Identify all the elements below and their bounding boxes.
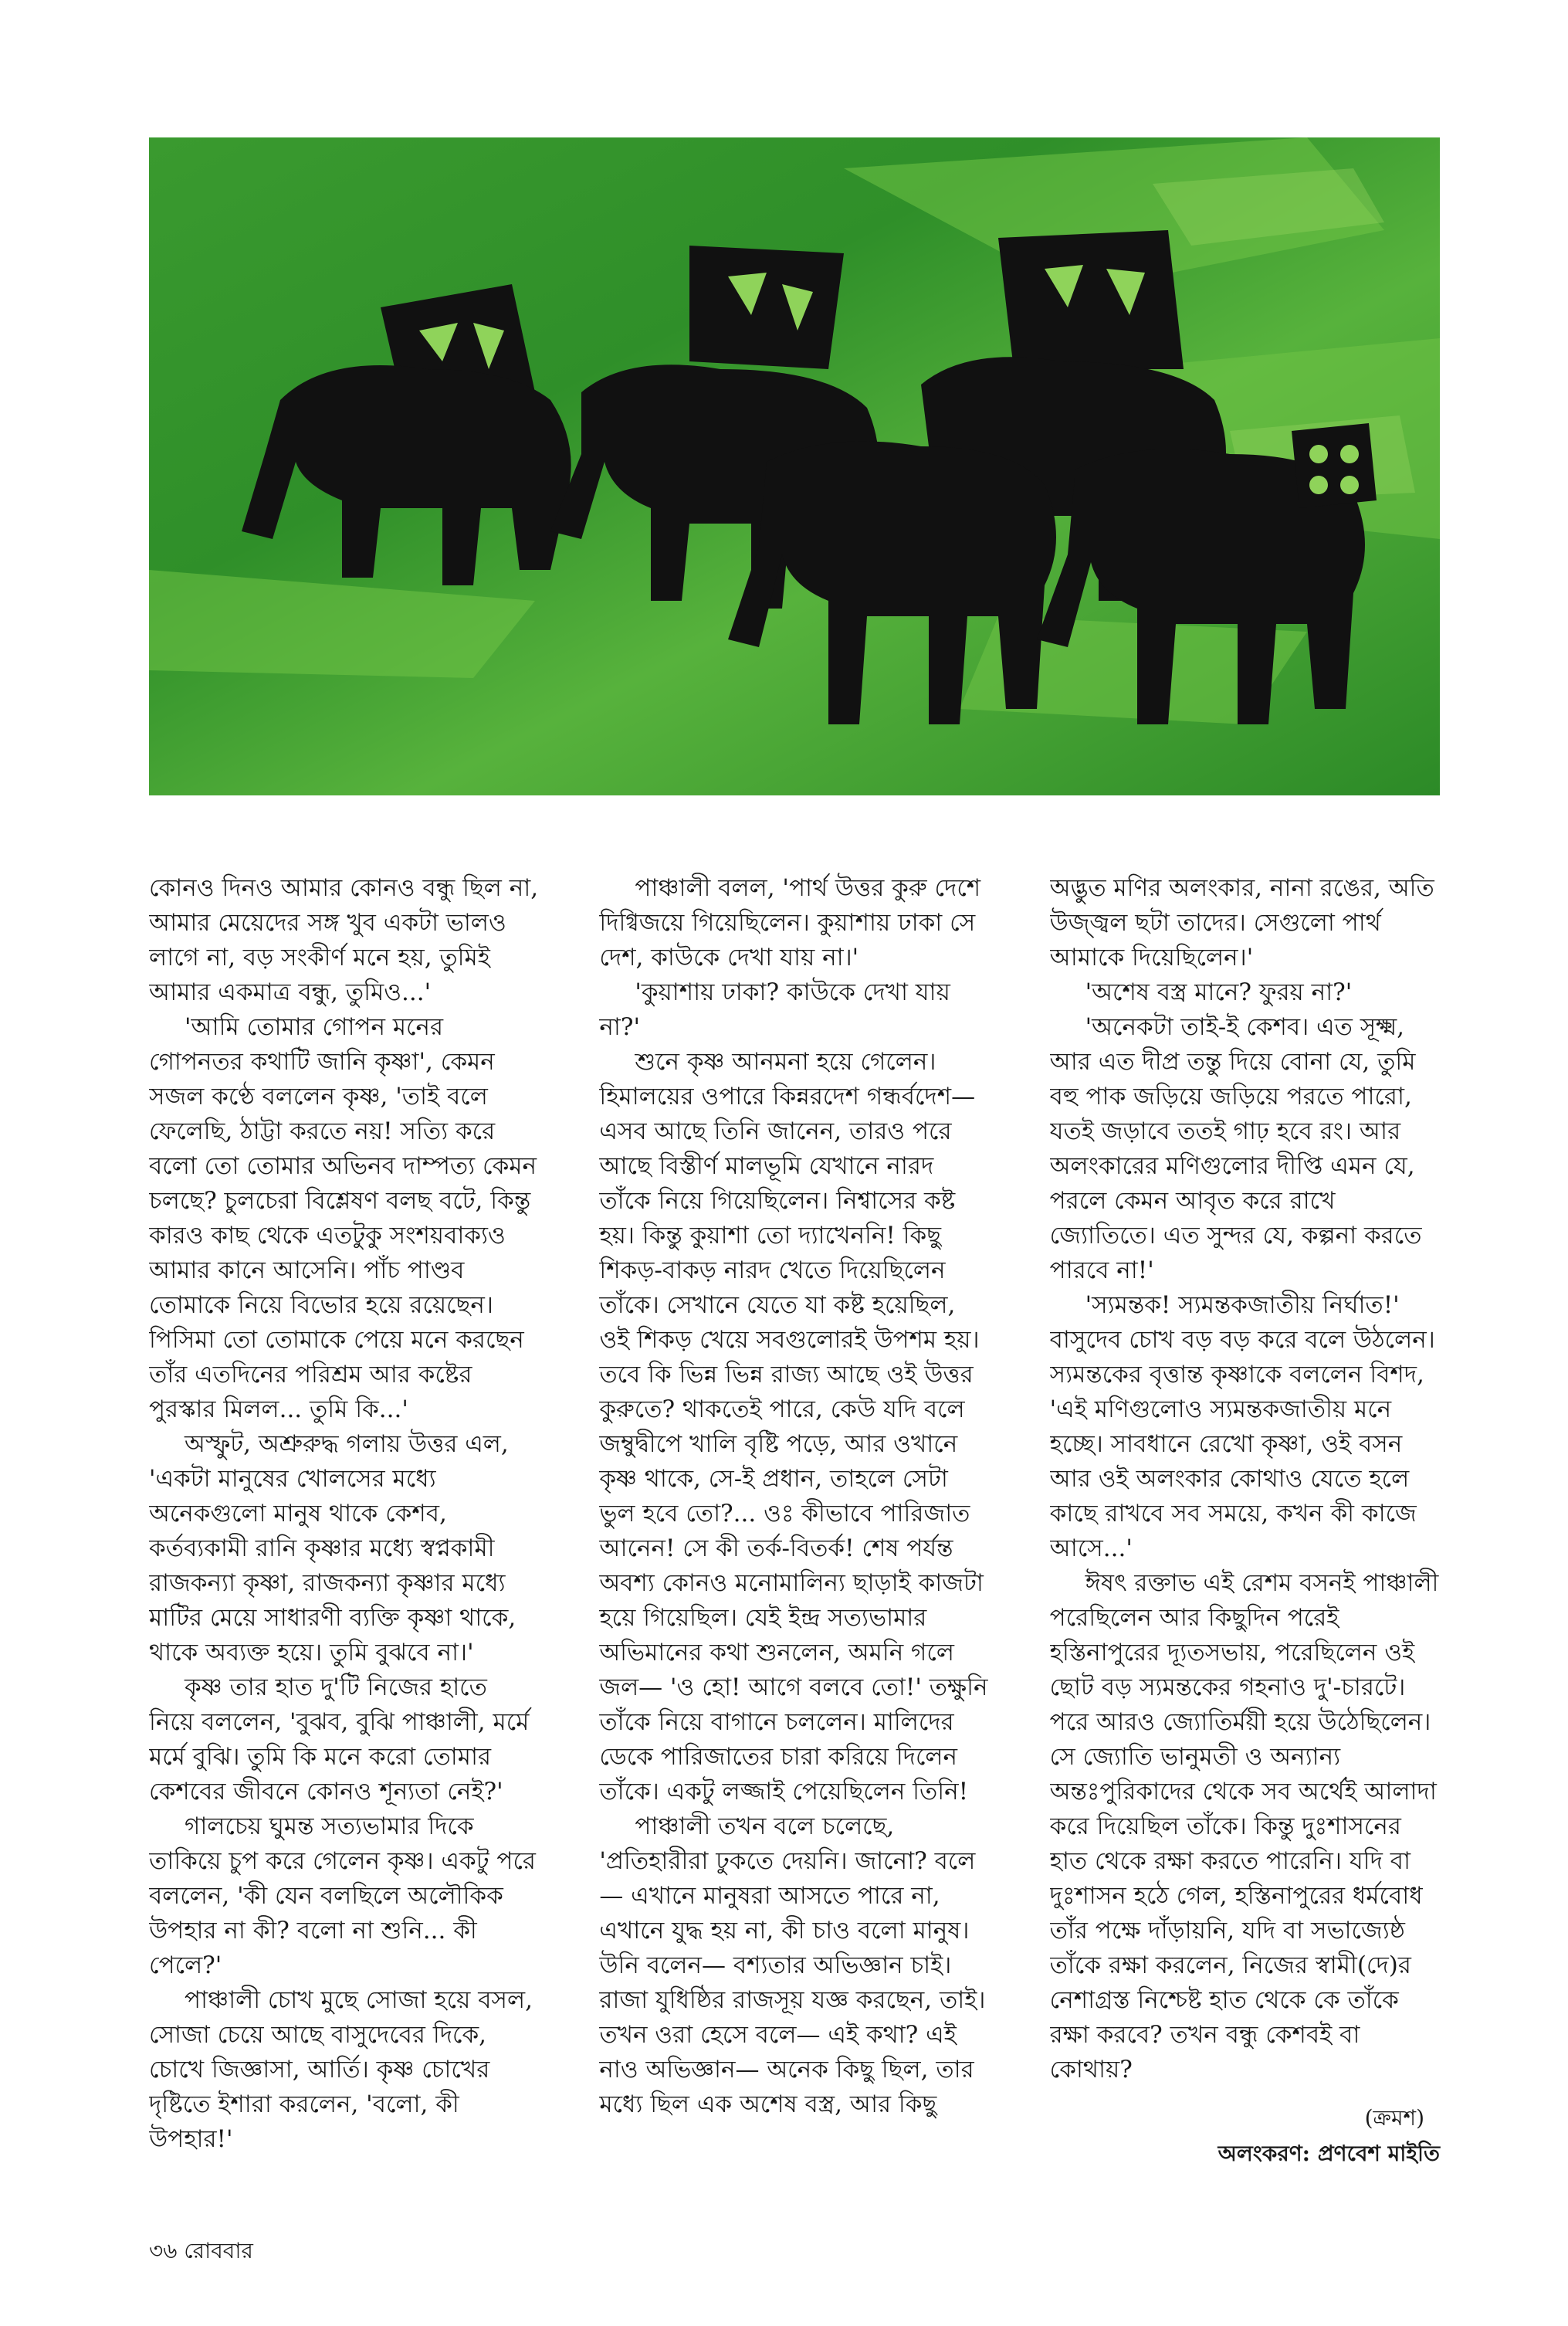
paragraph: পাঞ্চালী চোখ মুছে সোজা হয়ে বসল, সোজা চেয়ে আছে বাসুদেবের দিকে, চোখে জিজ্ঞাসা, আর্তি। কৃষ্ণ চোখের দৃষ্টিতে ইশারা করলেন, 'বলো, কী উপহার!' <box>149 1986 533 2153</box>
paragraph: কোনও দিনও আমার কোনও বন্ধু ছিল না, আমার মেয়েদের সঙ্গ খুব একটা ভালও লাগে না, বড় সংকীর্ণ মনে হয়, তুমিই আমার একমাত্র বন্ধু, তুমিও...' <box>149 874 539 1006</box>
elephant-illustration <box>149 137 1440 795</box>
paragraph: অদ্ভুত মণির অলংকার, নানা রঙের, অতি উজ্জ্বল ছটা তাদের। সেগুলো পার্থ আমাকে দিয়েছিলেন।' <box>1049 874 1434 971</box>
continued-label: (ক্রমশ) <box>1364 2105 1424 2131</box>
text-column-1 <box>149 871 539 2184</box>
paragraph: পাঞ্চালী তখন বলে চলেছে, 'প্রতিহারীরা ঢুকতে দেয়নি। জানো? বলে— এখানে মানুষরা আসতে পারে না, এখানে যুদ্ধ হয় না, কী চাও বলো মানুষ। উনি বলেন— বশ্যতার অভিজ্ঞান চাই। রাজা যুধিষ্ঠির রাজসূয় যজ্ঞ করছেন, তাই। তখন ওরা হেসে বলে— এই কথা? এই নাও অভিজ্ঞান— অনেক কিছু ছিল, তার মধ্যে ছিল এক অশেষ বস্ত্র, আর কিছু <box>599 1812 986 2118</box>
text-column-2 <box>599 871 989 2184</box>
elephant-silhouettes-image <box>149 137 1440 795</box>
paragraph: 'আমি তোমার গোপন মনের গোপনতর কথাটি জানি কৃষ্ণা', কেমন সজল কণ্ঠে বললেন কৃষ্ণ, 'তাই বলে ফেলেছি, ঠাট্টা করতে নয়! সত্যি করে বলো তো তোমার অভিনব দাম্পত্য কেমন চলছে? চুলচেরা বিশ্লেষণ বলছ বটে, কিন্তু কারও কাছ থেকে এতটুকু সংশয়বাক্যও আমার কানে আসেনি। পাঁচ পাণ্ডব তোমাকে নিয়ে বিভোর হয়ে রয়েছেন। পিসিমা তো তোমাকে পেয়ে মনে করছেন তাঁর এতদিনের পরিশ্রম আর কষ্টের পুরস্কার মিলল... তুমি কি...' <box>149 1013 537 1423</box>
paragraph: পাঞ্চালী বলল, 'পার্থ উত্তর কুরু দেশে দিগ্বিজয়ে গিয়েছিলেন। কুয়াশায় ঢাকা সে দেশ, কাউকে দেখা যায় না।' <box>599 874 981 971</box>
paragraph: কৃষ্ণ তার হাত দু'টি নিজের হাতে নিয়ে বললেন, 'বুঝব, বুঝি পাঞ্চালী, মর্মে মর্মে বুঝি। তুমি কি মনে করো তোমার কেশবের জীবনে কোনও শূন্যতা নেই?' <box>149 1673 530 1806</box>
paragraph: 'কুয়াশায় ঢাকা? কাউকে দেখা যায় না?' <box>599 978 950 1041</box>
page-footer: ৩৬ রোববার <box>149 2238 253 2263</box>
paragraph: 'স্যমন্তক! স্যমন্তকজাতীয় নির্ঘাত!' বাসুদেব চোখ বড় বড় করে বলে উঠলেন। স্যমন্তকের বৃত্তান্ত কৃষ্ণাকে বললেন বিশদ, 'এই মণিগুলোও স্যমন্তকজাতীয় মনে হচ্ছে। সাবধানে রেখো কৃষ্ণা, ওই বসন আর ওই অলংকার কোথাও যেতে হলে কাছে রাখবে সব সময়ে, কখন কী কাজে আসে...' <box>1049 1291 1435 1562</box>
text-column-3 <box>1050 871 1440 2184</box>
paragraph: ঈষৎ রক্তাভ এই রেশম বসনই পাঞ্চালী পরেছিলেন আর কিছুদিন পরেই হস্তিনাপুরের দ্যূতসভায়, পরেছিলেন ওই ছোট বড় স্যমন্তকের গহনাও দু'-চারটে। পরে আরও জ্যোতির্ময়ী হয়ে উঠেছিলেন। সে জ্যোতি ভানুমতী ও অন্যান্য অন্তঃপুরিকাদের থেকে সব অর্থেই আলাদা করে দিয়েছিল তাঁকে। কিন্তু দুঃশাসনের হাত থেকে রক্ষা করতে পারেনি। যদি বা দুঃশাসন হঠে গেল, হস্তিনাপুরের ধর্মবোধ তাঁর পক্ষে দাঁড়ায়নি, যদি বা সভাজ্যেষ্ঠ তাঁকে রক্ষা করলেন, নিজের স্বামী(দে)র নেশাগ্রস্ত নিশ্চেষ্ট হাত থেকে কে তাঁকে রক্ষা করবে? তখন বন্ধু কেশবই বা কোথায়? <box>1049 1569 1439 2084</box>
article-credits <box>1218 2101 1440 2172</box>
paragraph: গালচেয় ঘুমন্ত সত্যভামার দিকে তাকিয়ে চুপ করে গেলেন কৃষ্ণ। একটু পরে বললেন, 'কী যেন বলছিলে অলৌকিক উপহার না কী? বলো না শুনি... কী পেলে?' <box>149 1812 536 1979</box>
illustration-credit: অলংকরণ: প্রণবেশ মাইতি <box>1217 2141 1440 2166</box>
paragraph: 'অশেষ বস্ত্র মানে? ফুরয় না?' <box>1085 978 1353 1006</box>
paragraph: শুনে কৃষ্ণ আনমনা হয়ে গেলেন। হিমালয়ের ওপারে কিন্নরদেশ গন্ধর্বদেশ— এসব আছে তিনি জানেন, তারও পরে আছে বিস্তীর্ণ মালভূমি যেখানে নারদ তাঁকে নিয়ে গিয়েছিলেন। নিশ্বাসের কষ্ট হয়। কিন্তু কুয়াশা তো দ্যাখেননি! কিছু শিকড়-বাকড় নারদ খেতে দিয়েছিলেন তাঁকে। সেখানে যেতে যা কষ্ট হয়েছিল, ওই শিকড় খেয়ে সবগুলোরই উপশম হয়। তবে কি ভিন্ন ভিন্ন রাজ্য আছে ওই উত্তর কুরুতে? থাকতেই পারে, কেউ যদি বলে জম্বুদ্বীপে খালি বৃষ্টি পড়ে, আর ওখানে কৃষ্ণ থাকে, সে-ই প্রধান, তাহলে সেটা ভুল হবে তো?... ওঃ কীভাবে পারিজাত আনেন! সে কী তর্ক-বিতর্ক! শেষ পর্যন্ত অবশ্য কোনও মনোমালিন্য ছাড়াই কাজটা হয়ে গিয়েছিল। যেই ইন্দ্র সত্যভামার অভিমানের কথা শুনলেন, অমনি গলে জল— 'ও হো! আগে বলবে তো!' তক্ষুনি তাঁকে নিয়ে বাগানে চললেন। মালিদের ডেকে পারিজাতের চারা করিয়ে দিলেন তাঁকে। একটু লজ্জাই পেয়েছিলেন তিনি! <box>599 1048 988 1806</box>
article-body <box>149 871 1440 2184</box>
paragraph: 'অনেকটা তাই-ই কেশব। এত সূক্ষ্ম, আর এত দীপ্র তন্তু দিয়ে বোনা যে, তুমি বহু পাক জড়িয়ে জড়িয়ে পরতে পারো, যতই জড়াবে ততই গাঢ় হবে রং। আর অলংকারের মণিগুলোর দীপ্তি এমন যে, পরলে কেমন আবৃত করে রাখে জ্যোতিতে। এত সুন্দর যে, কল্পনা করতে পারবে না!' <box>1049 1013 1422 1284</box>
paragraph: অস্ফুট, অশ্রুরুদ্ধ গলায় উত্তর এল, 'একটা মানুষের খোলসের মধ্যে অনেকগুলো মানুষ থাকে কেশব, কর্তব্যকামী রানি কৃষ্ণার মধ্যে স্বপ্নকামী রাজকন্যা কৃষ্ণা, রাজকন্যা কৃষ্ণার মধ্যে মাটির মেয়ে সাধারণী ব্যক্তি কৃষ্ণা থাকে, থাকে অব্যক্ত হয়ে। তুমি বুঝবে না।' <box>149 1430 516 1667</box>
